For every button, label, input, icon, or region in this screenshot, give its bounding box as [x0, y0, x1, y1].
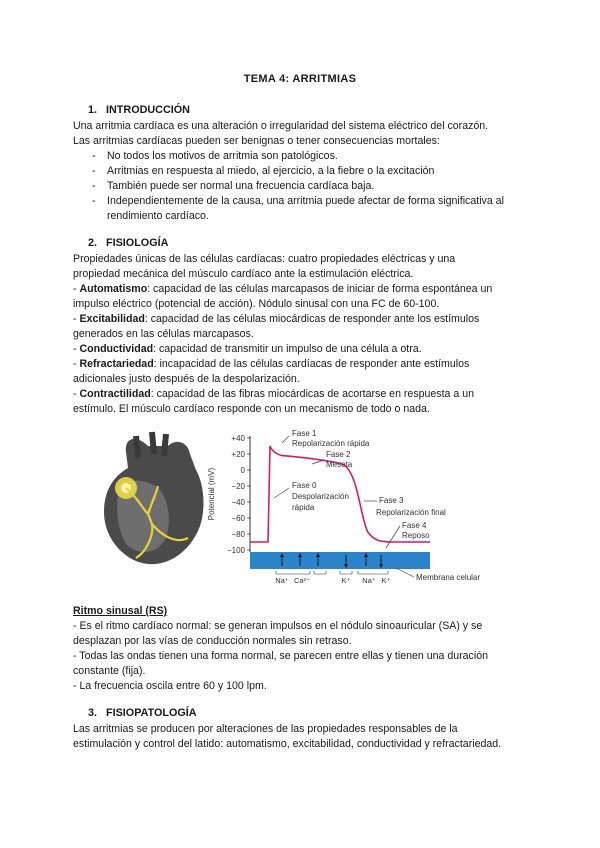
y-tick-label: −100	[226, 546, 245, 555]
property-continuation: generados en las células marcapasos.	[73, 328, 254, 340]
phase-2-name: Fase 2	[326, 450, 351, 459]
phase-0-name: Fase 0	[292, 481, 317, 490]
subheading-ritmo-sinusal: Ritmo sinusal (RS)	[73, 605, 168, 617]
property-contractilidad: - Contractilidad: capacidad de las fibras miocárdicas de acortarse en respuesta a un	[73, 388, 474, 400]
phase-1-desc: Repolarización rápida	[292, 439, 370, 448]
ion-brackets	[276, 571, 388, 574]
property-continuation: estímulo. El músculo cardíaco responde con un mecanismo de todo o nada.	[73, 403, 430, 415]
phase-4-desc: Reposo	[402, 531, 430, 540]
property-continuation: impulso eléctrico (potencial de acción). Nódulo sinusal con una FC de 60-100.	[73, 298, 440, 310]
section-title: FISIOPATOLOGÍA	[106, 707, 197, 719]
paragraph-line: Propiedades únicas de las células cardíacas: cuatro propiedades eléctricas y una	[73, 253, 456, 265]
paragraph-line: Las arritmias se producen por alteraciones de las propiedades responsables de la	[73, 723, 458, 735]
section-number: 1.	[88, 104, 98, 116]
property-conductividad: - Conductividad: capacidad de transmitir un impulso de una célula a otra.	[73, 343, 422, 355]
ion-label: Na⁺	[362, 576, 376, 585]
figure-svg	[96, 428, 496, 588]
y-ticks	[227, 434, 250, 555]
paragraph-line: constante (fija).	[73, 665, 146, 677]
property-continuation: adicionales justo después de la despolarización.	[73, 373, 300, 385]
paragraph-line: propiedad mecánica del músculo cardíaco ante la estimulación eléctrica.	[73, 268, 414, 280]
section-title: FISIOLOGÍA	[106, 237, 169, 249]
ion-label: Na⁺	[275, 576, 289, 585]
y-tick-label: +40	[231, 434, 245, 443]
paragraph-line: Una arritmia cardíaca es una alteración o irregularidad del sistema eléctrico del corazón.	[73, 120, 489, 132]
ion-label: K⁺	[341, 576, 351, 585]
y-tick-label: 0	[240, 466, 245, 475]
paragraph-line: desplazan por las vías de conducción normales sin retraso.	[73, 635, 352, 647]
section-heading-intro	[88, 103, 190, 118]
section-heading-fisiologia	[88, 236, 168, 251]
section-number: 3.	[88, 707, 98, 719]
paragraph-line: - Es el ritmo cardíaco normal: se generan impulsos en el nódulo sinoauricular (SA) y se	[73, 620, 483, 632]
section-title: INTRODUCCIÓN	[106, 104, 190, 116]
property-refractariedad: - Refractariedad: incapacidad de las células cardíacas de responder ante estímulos	[73, 358, 470, 370]
ion-label: K⁺	[381, 576, 391, 585]
phase-3-desc: Repolarización final	[376, 508, 446, 517]
property-automatismo: - Automatismo: capacidad de las células marcapasos de iniciar de forma espontánea un	[73, 283, 493, 295]
action-potential-figure	[96, 428, 496, 588]
ion-label: Ca²⁺	[293, 576, 311, 585]
y-tick-label: −20	[231, 482, 245, 491]
phase-1-name: Fase 1	[292, 429, 317, 438]
paragraph-line: - Todas las ondas tienen una forma normal, se parecen entre ellas y tienen una duración	[73, 650, 488, 662]
cell-membrane	[250, 552, 430, 569]
property-excitabilidad: - Excitabilidad: capacidad de las células miocárdicas de responder ante los estímulos	[73, 313, 480, 325]
phase-0-desc2: rápida	[292, 503, 315, 512]
y-tick-label: −40	[231, 498, 245, 507]
section-heading-fisiopatologia	[88, 706, 197, 721]
membrane-label: Membrana celular	[416, 573, 481, 582]
heart-illustration	[104, 432, 203, 564]
phase-4-name: Fase 4	[402, 521, 427, 530]
y-axis-label: Potencial (mV)	[207, 467, 216, 521]
phase-2-desc: Meseta	[326, 460, 353, 469]
y-tick-label: −80	[231, 530, 245, 539]
y-tick-label: +20	[231, 450, 245, 459]
section-number: 2.	[88, 237, 98, 249]
paragraph-line: estimulación y control del latido: automatismo, excitabilidad, conductividad y refractariedad.	[73, 738, 502, 750]
y-tick-label: −60	[231, 514, 245, 523]
paragraph-line: Las arritmias cardíacas pueden ser benignas o tener consecuencias mortales:	[73, 135, 440, 147]
page-title: TEMA 4: ARRITMIAS	[243, 73, 357, 85]
phase-3-name: Fase 3	[379, 496, 404, 505]
paragraph-line: - La frecuencia oscila entre 60 y 100 lpm.	[73, 680, 267, 692]
phase-0-desc: Despolarización	[292, 492, 349, 501]
